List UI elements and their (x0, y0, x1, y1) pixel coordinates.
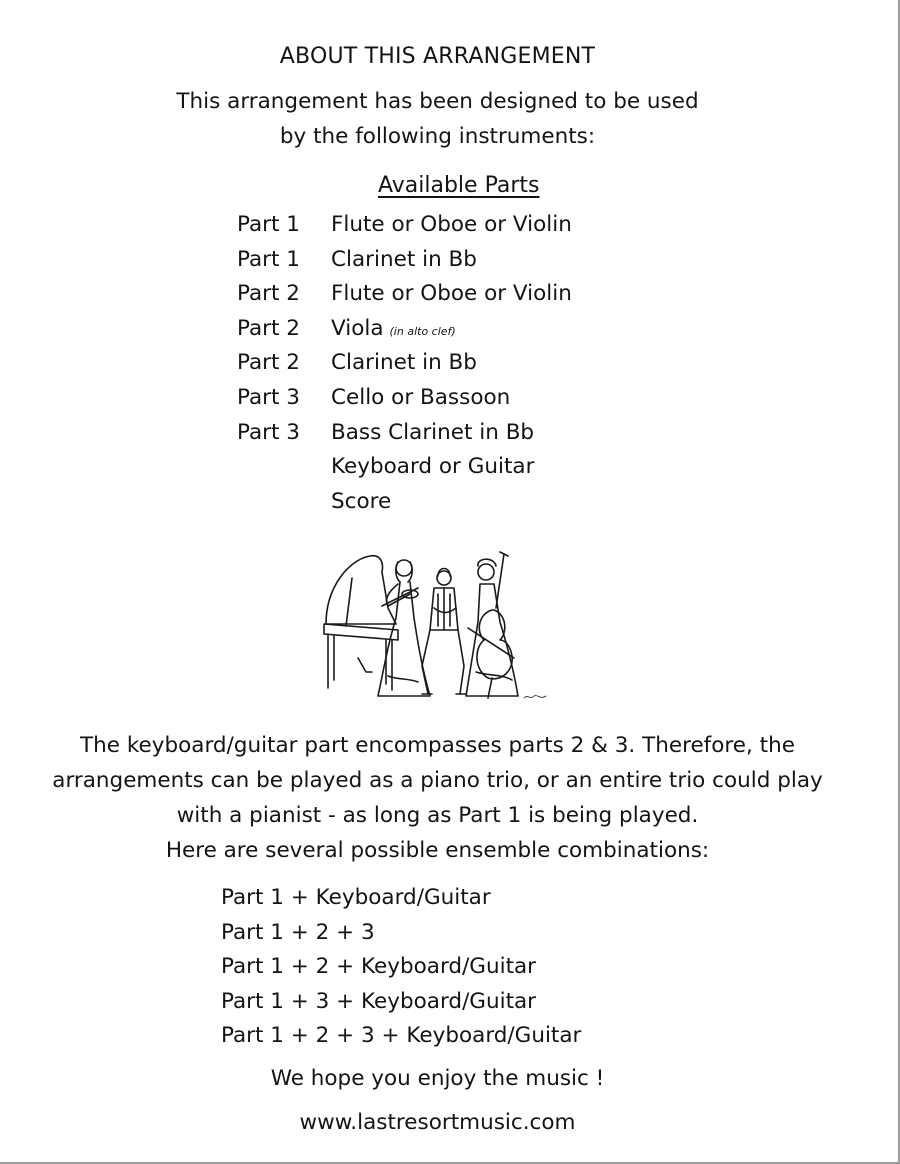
part-row (237, 485, 737, 520)
intro-line-1: This arrangement has been designed to be used (176, 89, 699, 114)
body-line-2: arrangements can be played as a piano trio, or an entire trio could play (52, 768, 823, 793)
part-row (237, 277, 737, 312)
part-row (237, 312, 737, 347)
part-label: Part 2 (237, 350, 300, 376)
part-label: Part 3 (237, 419, 300, 445)
part-row (237, 416, 737, 451)
available-parts-title: Available Parts (378, 173, 540, 198)
ensemble-combinations-list (221, 881, 581, 1054)
cellist-drawing (466, 552, 518, 698)
instrument-name: Flute or Oboe or Violin (331, 212, 572, 237)
intro-text (0, 84, 875, 154)
part-instrument (331, 243, 477, 278)
part-row (237, 381, 737, 416)
instrument-name: Bass Clarinet in Bb (331, 419, 535, 445)
ensemble-description (0, 728, 875, 868)
page-heading: ABOUT THIS ARRANGEMENT (279, 44, 596, 69)
body-line-3: with a pianist - as long as Part 1 is being played. (176, 803, 699, 828)
part-label: Part 2 (237, 315, 300, 341)
intro-line-2: by the following instruments: (279, 124, 596, 149)
part-row (237, 208, 737, 243)
instrument-name: Keyboard or Guitar (331, 454, 535, 480)
combination-item: Part 1 + Keyboard/Guitar (221, 885, 491, 910)
part-row (237, 243, 737, 278)
instrument-name: Flute or Oboe or Violin (331, 281, 572, 307)
website-text: www.lastresortmusic.com (299, 1110, 576, 1135)
part-instrument (331, 485, 391, 520)
part-label: Part 3 (237, 384, 300, 410)
part-label: Part 2 (237, 281, 300, 307)
part-instrument (331, 277, 572, 312)
part-instrument (331, 312, 456, 350)
part-instrument (331, 346, 477, 381)
instrument-name: Clarinet in Bb (331, 350, 477, 376)
part-label: Part 1 (237, 212, 300, 237)
instrument-name: Cello or Bassoon (331, 384, 511, 410)
part-label: Part 1 (237, 246, 300, 272)
part-row (237, 450, 737, 485)
instrument-name: Score (331, 488, 392, 514)
part-instrument (331, 450, 534, 485)
seated-musician-drawing (422, 569, 466, 695)
piano-trio-illustration (318, 548, 558, 708)
part-row (237, 346, 737, 381)
combination-item: Part 1 + 2 + 3 + Keyboard/Guitar (221, 1023, 582, 1049)
combination-item: Part 1 + 2 + 3 (221, 919, 375, 945)
combination-item: Part 1 + 2 + Keyboard/Guitar (221, 954, 537, 980)
instrument-name: Clarinet in Bb (331, 246, 477, 272)
artist-signature-drawing (524, 696, 546, 698)
part-instrument (331, 381, 510, 416)
instrument-note: (in alto clef) (389, 324, 456, 338)
piano-drawing (324, 556, 398, 690)
instrument-name: Viola (331, 315, 384, 341)
combination-item: Part 1 + 3 + Keyboard/Guitar (221, 988, 537, 1014)
body-line-1: The keyboard/guitar part encompasses parts 2 & 3. Therefore, the (80, 733, 795, 758)
body-line-4: Here are several possible ensemble combinations: (165, 838, 710, 863)
part-instrument (331, 416, 534, 451)
available-parts-list (237, 208, 737, 519)
part-instrument (331, 208, 572, 243)
closing-message: We hope you enjoy the music ! (270, 1066, 605, 1091)
